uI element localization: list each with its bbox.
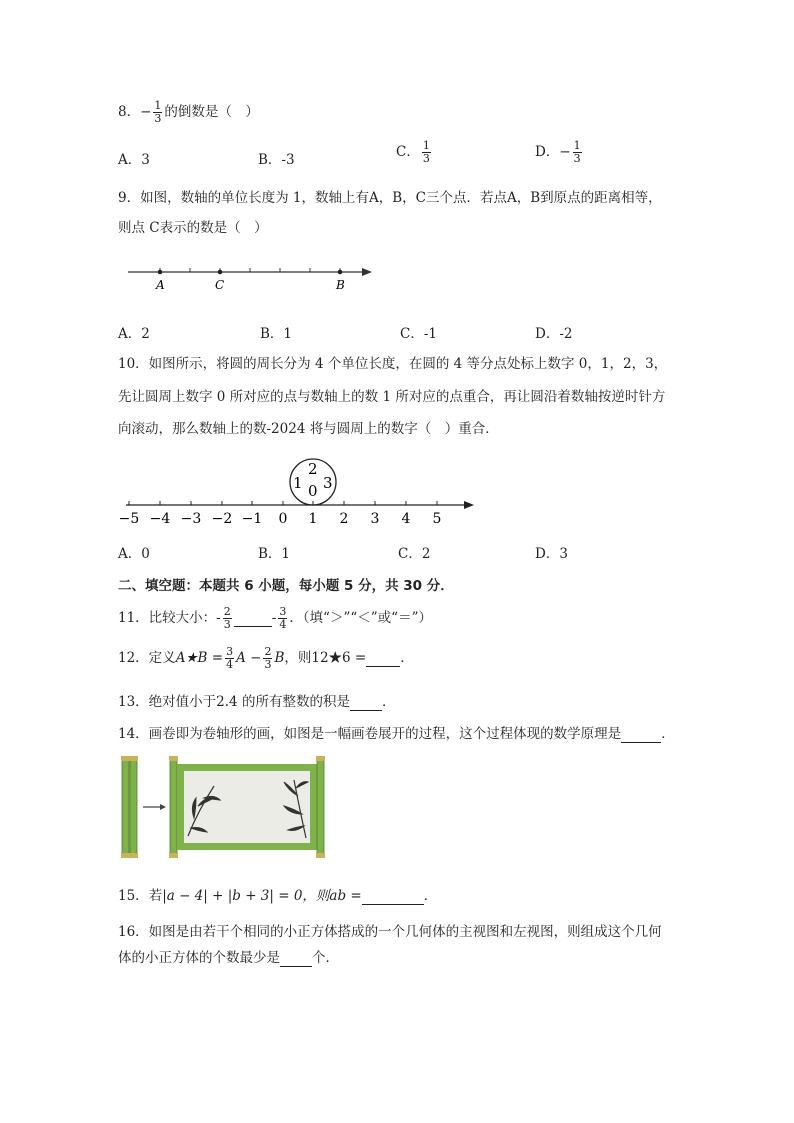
q16-stem-line1: 16．如图是由若干个相同的小正方体搭成的一个几何体的主视图和左视图，则组成这个几何 <box>118 924 662 940</box>
tick-label: 1 <box>308 511 318 527</box>
q10-stem-line2: 先让圆周上数字 0 所对应的点与数轴上的数 1 所对应的点重合，再让圆沿着数轴按逆时针方 <box>118 389 666 405</box>
q13-stem: 13．绝对值小于2.4 的所有整数的积是 ． <box>118 694 396 710</box>
q12-stem: 12．定义A★B = $\frac{3}{4}$ A − $\frac{2}{3}$ B，则12★6 = ． <box>118 645 414 671</box>
q14-answer-blank[interactable] <box>621 726 661 743</box>
arrow-icon <box>143 804 166 810</box>
q8-stem: 8．− $\frac{1}{3}$ 的倒数是（ ） <box>118 99 259 125</box>
q8-option-b[interactable]: B．-3 <box>258 152 295 168</box>
q16-stem-line2: 体的小正方体的个数最少是 个． <box>118 950 339 966</box>
q14-stem: 14．画卷即为卷轴形的画，如图是一幅画卷展开的过程，这个过程体现的数学原理是 ． <box>118 726 675 742</box>
section-title: 二、填空题：本题共 6 小题，每小题 5 分，共 30 分． <box>118 578 454 594</box>
circle-digit-1: 1 <box>293 474 303 492</box>
q10-option-b[interactable]: B．1 <box>258 546 291 562</box>
tick-label: −2 <box>211 511 233 527</box>
q9-option-c[interactable]: C．-1 <box>400 326 437 342</box>
tick-label: −3 <box>180 511 202 527</box>
q9-option-d[interactable]: D．-2 <box>535 326 573 342</box>
tick-label: 0 <box>278 511 288 527</box>
q9-option-a[interactable]: A．2 <box>118 326 150 342</box>
q8-fraction: $\frac{1}{3}$ <box>154 99 162 125</box>
tick-label: 5 <box>432 511 442 527</box>
q14-scroll-illustration <box>118 756 332 860</box>
q10-option-d[interactable]: D．3 <box>535 546 568 562</box>
circle-digit-0: 0 <box>308 482 318 500</box>
tick-label: 2 <box>339 511 349 527</box>
q10-number-line-figure <box>116 455 486 530</box>
q10-stem-line3: 向滚动，那么数轴上的数-2024 将与圆周上的数字（ ）重合． <box>118 421 499 437</box>
q9-number-line <box>120 262 380 296</box>
q9-stem-line2: 则点 C表示的数是（ ） <box>118 220 268 236</box>
circle-digit-3: 3 <box>323 474 333 492</box>
unrolled-scroll <box>169 756 325 858</box>
q8-option-c[interactable]: C． $\frac{1}{3}$ <box>396 139 430 165</box>
tick-label: −5 <box>118 511 140 527</box>
q11-stem: 11．比较大小：- $\frac{2}{3}$ - $\frac{3}{4}$ ．（填“＞”“＜”或“＝”） <box>118 605 432 631</box>
q9-label-c: C <box>215 278 225 292</box>
q11-answer-blank[interactable] <box>234 610 272 627</box>
q10-option-a[interactable]: A．0 <box>118 546 150 562</box>
q13-answer-blank[interactable] <box>350 694 382 711</box>
q8-option-d[interactable]: D．− $\frac{1}{3}$ <box>535 139 581 165</box>
q9-label-b: B <box>336 278 345 292</box>
q9-label-a: A <box>156 278 165 292</box>
tick-label: 4 <box>401 511 411 527</box>
q10-stem-line1: 10．如图所示，将圆的周长分为 4 个单位长度，在圆的 4 等分点处标上数字 0，1，2，3， <box>118 356 668 372</box>
q15-answer-blank[interactable] <box>362 888 424 905</box>
q16-answer-blank[interactable] <box>280 950 312 967</box>
tick-label: −1 <box>241 511 263 527</box>
q9-stem-line1: 9．如图，数轴的单位长度为 1，数轴上有A，B，C三个点．若点A，B到原点的距离相等， <box>118 190 662 206</box>
q12-answer-blank[interactable] <box>366 650 400 667</box>
rolled-scroll <box>121 756 138 858</box>
tick-label: −4 <box>149 511 171 527</box>
q8-option-a[interactable]: A．3 <box>118 152 150 168</box>
q9-option-b[interactable]: B．1 <box>260 326 293 342</box>
q15-stem: 15．若|a − 4| + |b + 3| = 0，则ab = ． <box>118 888 438 904</box>
q10-option-c[interactable]: C．2 <box>398 546 431 562</box>
tick-label: 3 <box>370 511 380 527</box>
circle-digit-2: 2 <box>308 460 318 478</box>
